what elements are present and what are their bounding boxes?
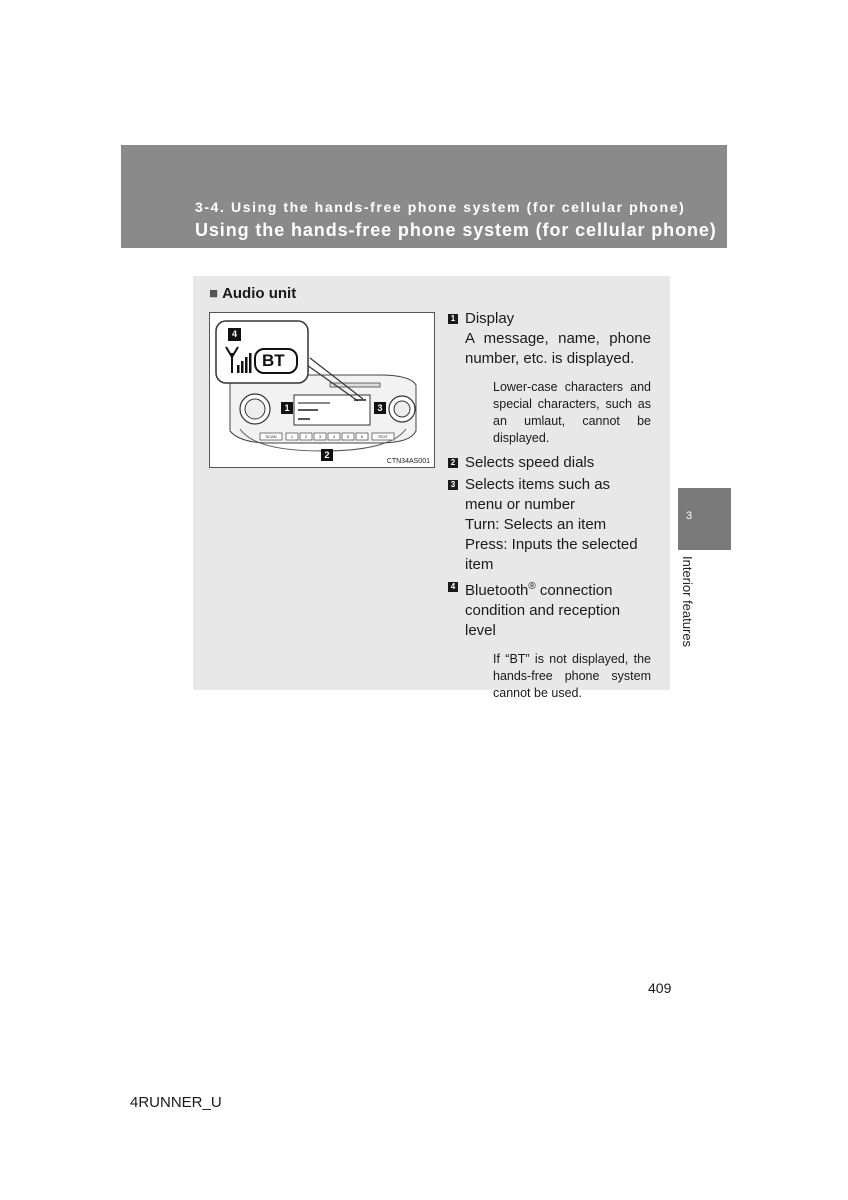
item-note: Lower-case characters and special characters, such as an umlaut, cannot be displayed. bbox=[493, 380, 651, 445]
callout-2: 2 bbox=[324, 450, 330, 460]
footer-model: 4RUNNER_U bbox=[130, 1094, 222, 1111]
item-number: 3 bbox=[448, 480, 458, 490]
item-line: Turn: Selects an item bbox=[465, 516, 607, 533]
button-5: 5 bbox=[346, 434, 350, 439]
chapter-number: 3 bbox=[685, 510, 693, 522]
square-bullet-icon: ■ bbox=[209, 285, 219, 302]
chapter-label: Interior features bbox=[680, 556, 695, 648]
button-2: 2 bbox=[304, 434, 308, 439]
button-6: 6 bbox=[360, 434, 364, 439]
item-list bbox=[448, 309, 651, 708]
callout-3: 3 bbox=[377, 403, 383, 413]
button-text: TEXT bbox=[377, 434, 389, 439]
page-title: Using the hands-free phone system (for cellular phone) bbox=[195, 220, 717, 240]
section-title: 3-4. Using the hands-free phone system (for cellular phone) bbox=[195, 199, 686, 215]
list-item bbox=[448, 577, 651, 702]
registered-mark: ® bbox=[528, 581, 536, 592]
item-title: Bluetooth® connection condition and reception level bbox=[465, 581, 621, 639]
list-item bbox=[448, 453, 651, 473]
callout-4: 4 bbox=[231, 329, 237, 339]
page-number: 409 bbox=[648, 980, 672, 996]
list-item bbox=[448, 309, 651, 447]
list-item bbox=[448, 475, 651, 575]
item-note: If “BT” is not displayed, the hands-free phone system cannot be used. bbox=[493, 652, 651, 700]
item-title: Selects speed dials bbox=[465, 454, 595, 471]
item-number: 4 bbox=[448, 582, 458, 592]
content-panel bbox=[193, 276, 670, 700]
audio-unit-figure bbox=[209, 312, 435, 468]
panel-heading: ■ Audio unit bbox=[209, 285, 297, 302]
item-number: 2 bbox=[448, 458, 458, 468]
button-scan: SCAN bbox=[265, 434, 277, 439]
bt-label: BT bbox=[262, 351, 285, 370]
item-description: A message, name, phone number, etc. is displayed. bbox=[465, 330, 651, 367]
audio-unit-illustration bbox=[210, 313, 434, 467]
chapter-header bbox=[121, 145, 727, 248]
chapter-tab[interactable] bbox=[678, 488, 731, 550]
figure-caption: CTN34AS001 bbox=[386, 458, 430, 465]
button-4: 4 bbox=[332, 434, 336, 439]
button-1: 1 bbox=[290, 434, 294, 439]
item-title: Selects items such as menu or number bbox=[465, 476, 611, 513]
item-number: 1 bbox=[448, 314, 458, 324]
item-line: Press: Inputs the selected item bbox=[465, 536, 638, 573]
button-3: 3 bbox=[318, 434, 322, 439]
item-title: Display bbox=[465, 310, 515, 327]
callout-1: 1 bbox=[284, 403, 290, 413]
